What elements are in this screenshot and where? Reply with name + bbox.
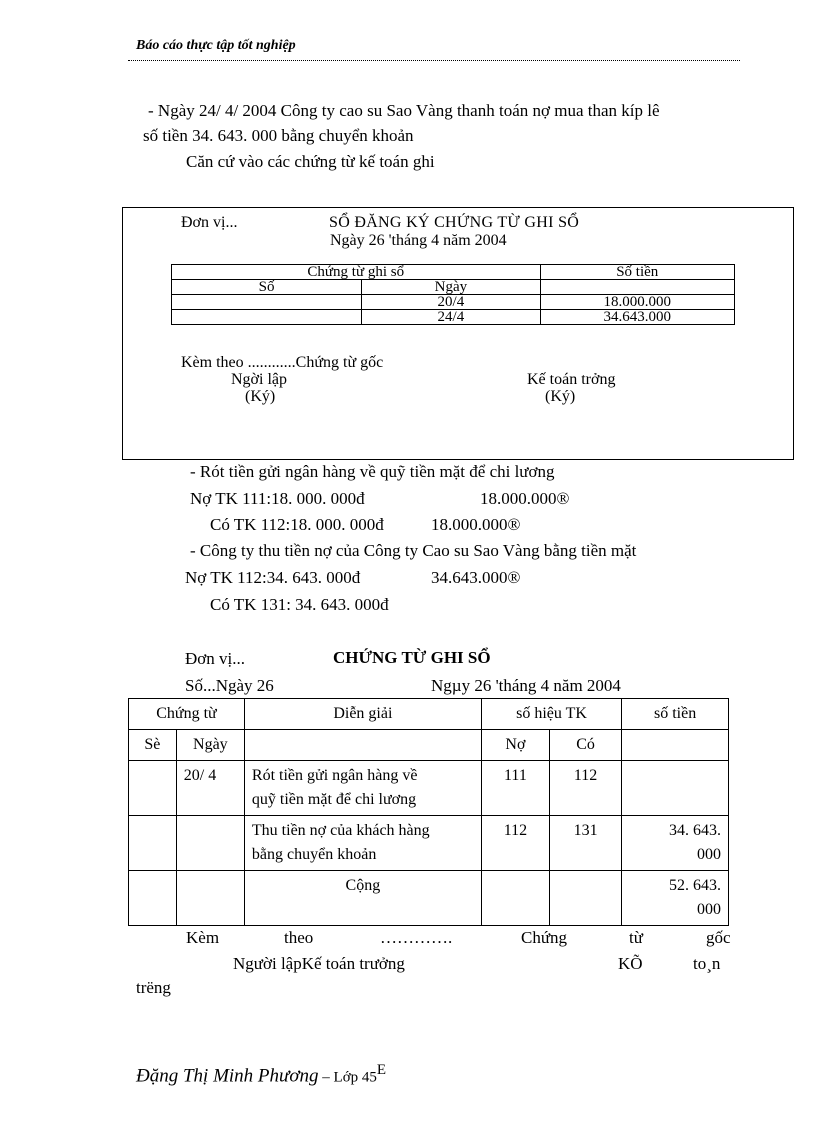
register-table [171,264,735,325]
voucher-header-voucher: Chứng từ [129,699,245,730]
voucher-unit: Đơn vị... [185,649,245,668]
voucher-title: CHỨNG TỪ GHI SỔ [333,648,491,667]
voucher-table [128,698,729,926]
voucher-attach-6: gốc [706,928,731,947]
intro-line-3: Căn cứ vào các chứng từ kế toán ghi [186,152,435,171]
entry-1-credit-amount: 18.000.000® [431,515,521,534]
footer-name: Đặng Thị Minh Phương [136,1065,319,1087]
voucher-header-account: số hiệu TK [481,699,621,730]
register-unit: Đơn vị... [181,214,238,231]
voucher-sign-chief-1: KÕ [618,954,643,973]
header-divider [128,60,740,61]
total-row [129,871,729,926]
register-header-date: Ngày [362,280,540,295]
voucher-attach-1: Kèm [186,928,220,947]
total-amount: 52. 643. 000 [622,871,729,926]
voucher-header-credit: Có [549,730,621,761]
register-header-voucher: Chứng từ ghi sổ [172,265,541,280]
entry-2-debit-amount: 34.643.000® [431,568,521,587]
voucher-sign-line: Người lậpKế toán trưởng [233,954,405,973]
voucher-header-date: Ngày [176,730,244,761]
register-preparer-sign: (Ký) [245,388,276,405]
table-row: 20/4 18.000.000 [172,295,735,310]
voucher-date: Ngµy 26 'tháng 4 năm 2004 [431,676,621,695]
voucher-attach-5: từ [629,928,643,947]
intro-line-2: số tiền 34. 643. 000 bằng chuyển khoản [143,126,414,145]
entry-1-desc: - Rót tiền gửi ngân hàng về quỹ tiền mặt để chi lương [190,462,555,481]
entry-1-debit: Nợ TK 111:18. 000. 000đ [190,489,365,508]
register-title: SỔ ĐĂNG KÝ CHỨNG TỪ GHI SỔ [329,214,580,231]
register-header-no: Số [172,280,362,295]
voucher-header-no: Sè [129,730,177,761]
voucher-sign-chief-3: trëng [136,978,171,997]
register-date: Ngày 26 'tháng 4 năm 2004 [330,232,507,249]
footer-author: Đặng Thị Minh Phương – Lớp $45^E$ [136,1062,387,1087]
voucher-header-debit: Nợ [481,730,549,761]
register-accountant: Kế toán trởng [527,371,616,388]
register-preparer: Ngời lập [231,371,288,388]
voucher-header-amount: số tiền [622,699,729,730]
register-accountant-sign: (Ký) [545,388,576,405]
voucher-attach-2: theo [284,928,314,947]
voucher-sign-chief-2: to¸n [693,954,721,973]
register-box [122,207,794,460]
entry-2-debit: Nợ TK 112:34. 643. 000đ [185,568,361,587]
voucher-attach-4: Chứng [521,928,568,947]
entry-2-desc: - Công ty thu tiền nợ của Công ty Cao su Sao Vàng bằng tiền mặt [190,541,637,560]
table-row: 20/ 4 Rót tiền gửi ngân hàng về quỹ tiền mặt để chi lương 111 112 [129,761,729,816]
table-row: Thu tiền nợ của khách hàng bằng chuyển khoản 112 131 34. 643. 000 [129,816,729,871]
entry-2-credit: Có TK 131: 34. 643. 000đ [210,595,389,614]
register-attach: Kèm theo ............Chứng từ gốc [181,354,384,371]
table-row: 24/4 34.643.000 [172,310,735,325]
report-header: Báo cáo thực tập tốt nghiệp [136,38,296,53]
footer-class: Lớp 45 [333,1069,377,1086]
total-label: Cộng [244,871,481,926]
register-header-amount: Số tiền [540,265,734,280]
voucher-header-desc: Diễn giải [244,699,481,730]
entry-1-debit-amount: 18.000.000® [480,489,570,508]
voucher-number: Số...Ngày 26 [185,676,274,695]
intro-line-1: - Ngày 24/ 4/ 2004 Công ty cao su Sao Vàng thanh toán nợ mua than kíp lê [148,101,660,120]
voucher-attach-3: …………. [380,928,453,947]
entry-1-credit: Có TK 112:18. 000. 000đ [210,515,384,534]
